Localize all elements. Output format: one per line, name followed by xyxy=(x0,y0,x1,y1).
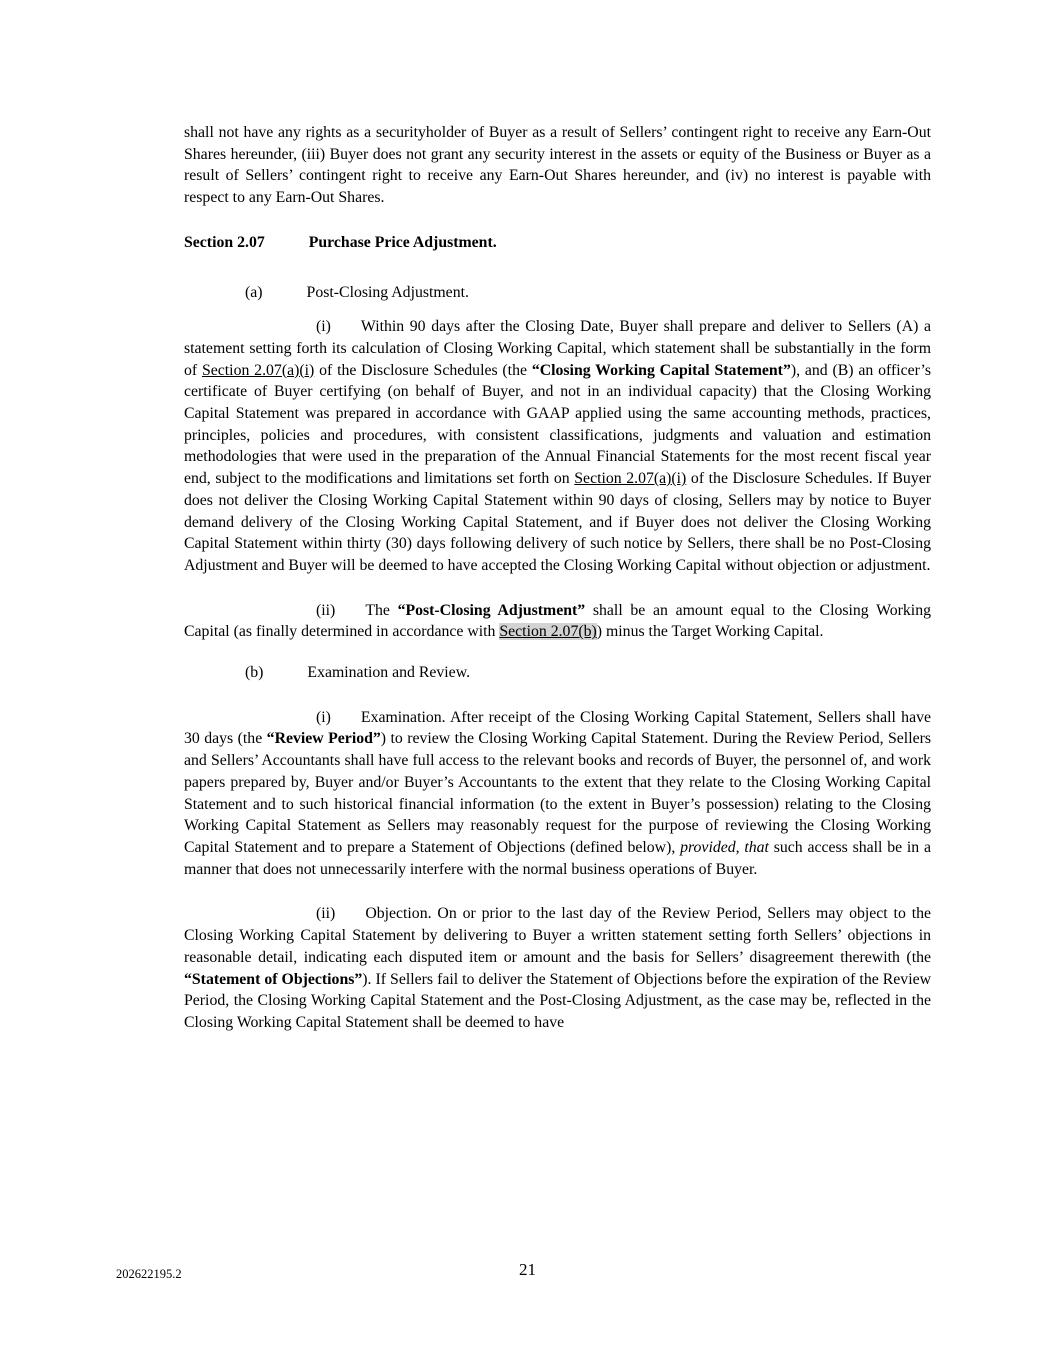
item-a-post-closing-adjustment xyxy=(184,282,931,304)
text-run: Within 90 days after the Closing Date, Buyer shall prepare and deliver to Sellers (A) a statement setting forth its calculation of Closing Working Capital, which statement shall be substantially in the form of xyxy=(184,318,931,379)
item-b-i-paragraph xyxy=(184,707,931,881)
text-run: provided, that xyxy=(680,838,769,856)
text-run: such access shall be in a manner that does not unnecessarily interfere with the normal business operations of Buyer. xyxy=(184,838,931,878)
section-2-07-heading xyxy=(184,232,931,254)
text-run: Objection. On or prior to the last day of the Review Period, Sellers may object to the Closing Working Capital Statement by delivering to Buyer a written statement setting forth Sellers’ objections in reasonable detail, indicating each disputed item or amount and the basis for Sellers’ disagreement therewith (the xyxy=(184,905,931,966)
text-run: “Post-Closing Adjustment” xyxy=(397,601,586,619)
text-run: Purchase Price Adjustment. xyxy=(308,233,497,251)
text-run: “Statement of Objections” xyxy=(184,970,363,988)
text-run: “Closing Working Capital Statement” xyxy=(531,361,791,379)
text-run: ). If Sellers fail to deliver the Statement of Objections before the expiration of the Review Period, the Closing Working Capital Statement and the Post-Closing Adjustment, as the case may be, reflected in the Closing Working Capital Statement shall be deemed to have xyxy=(184,970,932,1031)
text-run: shall not have any rights as a securityholder of Buyer as a result of Sellers’ contingent right to receive any Earn-Out Shares hereunder, (iii) Buyer does not grant any security interest in the assets or equity of the Business or Buyer as a result of Sellers’ contingent right to receive any Earn-Out Shares hereunder, and (iv) no interest is payable with respect to any Earn-Out Shares. xyxy=(184,124,931,207)
text-run: Examination. After receipt of the Closing Working Capital Statement, Sellers shall have 30 days (the xyxy=(184,708,931,748)
text-run: Section 2.07 xyxy=(184,233,265,251)
item-a-i-paragraph xyxy=(184,316,931,576)
text-run: of the Disclosure Schedules. If Buyer does not deliver the Closing Working Capital Statement within 90 days of closing, Sellers may by notice to Buyer demand delivery of the Closing Working Capital Statement, and if Buyer does not deliver the Closing Working Capital Statement within thirty (30) days following delivery of such notice by Sellers, there shall be no Post-Closing Adjustment and Buyer will be deemed to have accepted the Closing Working Capital without objection or adjustment. xyxy=(184,470,931,574)
item-b-examination-and-review xyxy=(184,662,931,684)
text-run: Post-Closing Adjustment. xyxy=(306,283,469,301)
text-run: (a) xyxy=(245,283,263,301)
text-run: (i) xyxy=(316,318,331,336)
page-content xyxy=(184,122,931,1057)
paragraph-continuation xyxy=(184,122,931,209)
text-run: ) minus the Target Working Capital. xyxy=(596,623,824,641)
text-run: (ii) xyxy=(316,905,336,923)
section-reference: Section 2.07(a)(i) xyxy=(201,361,315,379)
text-run: ) to review the Closing Working Capital Statement. During the Review Period, Sellers and Sellers’ Accountants shall have full access to the relevant books and records of Buyer, the personnel of, and work papers prepared by, Buyer and/or Buyer’s Accountants to the extent that they relate to the Closing Working Capital Statement and to such historical financial information (to the extent in Buyer’s possession) relating to the Closing Working Capital Statement as Sellers may reasonably request for the purpose of reviewing the Closing Working Capital Statement and to prepare a Statement of Objections (defined below), xyxy=(184,730,931,856)
text-run: (b) xyxy=(245,664,264,682)
text-run: Examination and Review. xyxy=(307,664,471,682)
text-run: ), and (B) an officer’s certificate of Buyer certifying (on behalf of Buyer, and not in an individual capacity) that the Closing Working Capital Statement was prepared in accordance with GAAP applied using the same accounting methods, practices, principles, policies and procedures, with consistent classifications, judgments and valuation and estimation methodologies that were used in the preparation of the Annual Financial Statements for the most recent fiscal year end, subject to the modifications and limitations set forth on xyxy=(184,361,932,488)
text-run: The xyxy=(365,601,398,619)
text-run: (i) xyxy=(316,708,331,726)
text-run: (ii) xyxy=(316,601,336,619)
item-b-ii-paragraph xyxy=(184,903,931,1033)
document-control-number: 202622195.2 xyxy=(116,1267,182,1281)
item-a-ii-paragraph xyxy=(184,600,931,643)
text-run: shall be an amount equal to the Closing Working Capital (as finally determined in accordance with xyxy=(184,601,931,641)
section-reference: Section 2.07(b) xyxy=(499,623,597,641)
text-run: of the Disclosure Schedules (the xyxy=(314,361,532,379)
page-number: 21 xyxy=(519,1260,536,1279)
section-reference: Section 2.07(a)(i) xyxy=(574,470,687,488)
text-run: “Review Period” xyxy=(266,730,381,748)
